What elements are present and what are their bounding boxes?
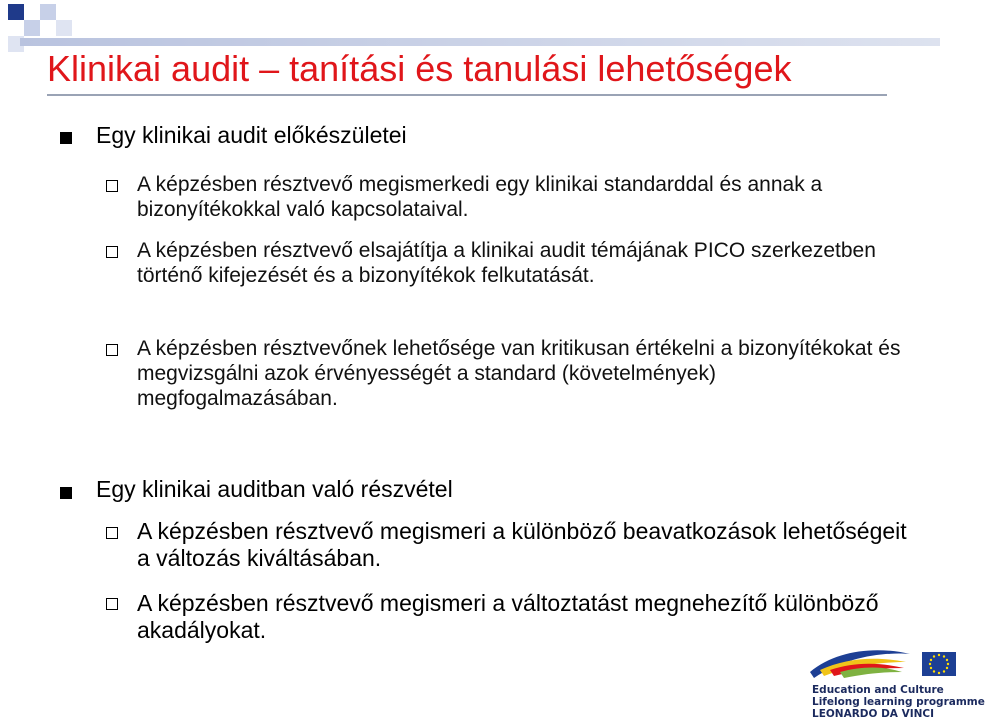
title-underline <box>47 94 887 96</box>
list-item: A képzésben résztvevő elsajátítja a klinikai audit témájának PICO szerkezetben történő kifejezését és a bizonyítékok felkutatását. <box>137 239 876 287</box>
list-item: A képzésben résztvevő megismeri a különböző beavatkozások lehetőségeit a változás kiváltásában. <box>137 518 907 571</box>
list-item: A képzésben résztvevő megismeri a változtatást megnehezítő különböző akadályokat. <box>137 590 879 643</box>
slide-title: Klinikai audit – tanítási és tanulási lehetőségek <box>47 48 792 89</box>
section-heading-2: Egy klinikai auditban való részvétel <box>96 476 453 502</box>
eu-programme-logo <box>806 640 985 720</box>
section-heading-1: Egy klinikai audit előkészületei <box>96 122 407 148</box>
logo-line-3: LEONARDO DA VINCI <box>812 708 935 720</box>
list-bullet-icon <box>106 527 118 539</box>
list-bullet-icon <box>106 598 118 610</box>
list-bullet-icon <box>106 344 118 356</box>
section-bullet-icon <box>60 132 72 144</box>
section-bullet-icon <box>60 487 72 499</box>
logo-line-1: Education and Culture <box>812 684 944 696</box>
list-bullet-icon <box>106 246 118 258</box>
swoosh-logo-icon <box>806 640 960 684</box>
list-bullet-icon <box>106 180 118 192</box>
logo-line-2: Lifelong learning programme <box>812 696 985 708</box>
list-item: A képzésben résztvevő megismerkedi egy klinikai standarddal és annak a bizonyítékokkal való kapcsolataival. <box>137 173 823 221</box>
header-bar <box>20 38 940 46</box>
list-item: A képzésben résztvevőnek lehetősége van kritikusan értékelni a bizonyítékokat és megvizsgálni azok érvényességét a standard (követelmények) megfogalmazásában. <box>137 337 901 410</box>
